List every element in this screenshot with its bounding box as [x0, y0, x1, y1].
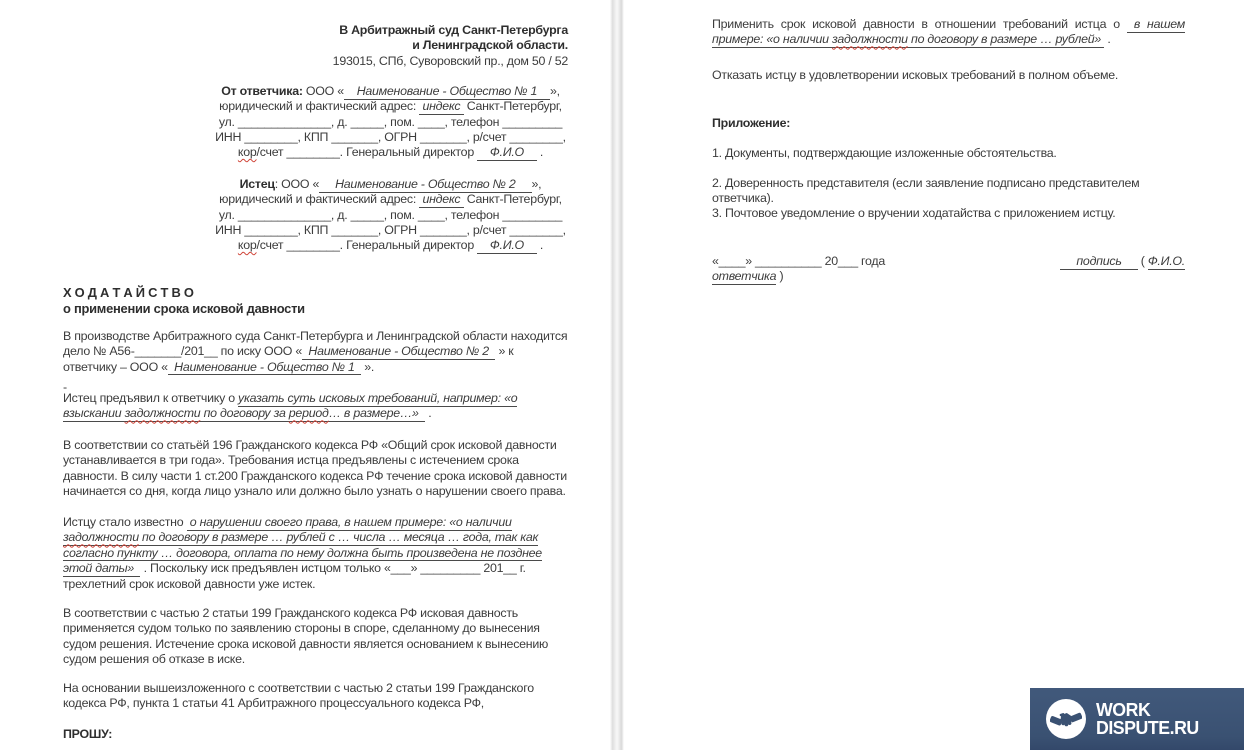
respondent-line: юридический и фактический адрес: индекс Санкт-Петербург, [219, 99, 562, 114]
court-street-line: 193015, СПб, Суворовский пр., дом 50 / 52 [332, 53, 568, 68]
handshake-icon [1046, 699, 1086, 739]
signature-line-2: ответчика ) [712, 269, 784, 284]
request-item-apply-limitation: Применить срок исковой давности в отношении требований истца о в нашем примере: «о наличии задолжности по договору в размере … рублей» . [712, 17, 1185, 47]
respondent-line: ИНН ________, КПП _______, ОГРН _______, р/счет ________, [215, 129, 566, 144]
request-item-dismiss-claims: Отказать истцу в удовлетворении исковых требований в полном объеме. [712, 68, 1119, 82]
date-line: «____» __________ 20___ года [712, 254, 886, 268]
paragraph-case-info: В производстве Арбитражного суда Санкт-Петербурга и Ленинградской области находится дело № А56-_______/201__ по иску ООО « Наименование - Общество № 2 » к ответчику – ООО « Наименование - Общество № 1 ». [63, 329, 568, 374]
plaintiff-line: кор/счет ________. Генеральный директор Ф.И.О . [237, 238, 544, 253]
attachment-item: 3. Почтовое уведомление о вручении ходатайства с приложением истцу. [712, 206, 1116, 220]
signature-block [712, 254, 1185, 285]
plaintiff-line: Истец: ООО « Наименование - Общество № 2 », [239, 177, 542, 191]
respondent-line: ул. ______________, д. _____, пом. ____, телефон _________ [218, 114, 563, 129]
plaintiff-line: ул. ______________, д. _____, пом. ____, телефон _________ [218, 207, 563, 222]
paragraph-basis: На основании вышеизложенного с соответствии с частью 2 статьи 199 Гражданского кодекса РФ, пункта 1 статьи 41 Арбитражного процессуального кодекса РФ, [63, 681, 534, 711]
attachment-item: 1. Документы, подтверждающие изложенные обстоятельства. [712, 146, 1057, 160]
plaintiff-block [213, 177, 568, 253]
respondent-line: кор/счет ________. Генеральный директор Ф.И.О . [237, 145, 544, 160]
respondent-line: От ответчика: ООО « Наименование - Общество № 1 », [221, 84, 560, 98]
page-separator [610, 0, 624, 750]
paragraph-article-199: В соответствии с частью 2 статьи 199 Гражданского кодекса РФ исковая давность применяется судом только по заявлению стороны в споре, сделанному до вынесения судом решения. Истечение срока исковой давности является основанием к вынесению судом решения об отказе в иске. [63, 606, 549, 667]
signature-line: подпись ( Ф.И.О. [1060, 254, 1185, 268]
plaintiff-line: ИНН ________, КПП _______, ОГРН _______, р/счет ________, [215, 222, 566, 237]
workdispute-logo [1030, 688, 1244, 750]
paragraph-claim-essence: Истец предъявил к ответчику о указать суть исковых требований, например: «о взыскании задолжности по договору за рериод… в размере…» . [63, 391, 518, 421]
court-name-line: и Ленинградской области. [412, 38, 568, 53]
logo-line-2: DISPUTE.RU [1096, 717, 1199, 738]
request-heading: ПРОШУ: [63, 727, 113, 741]
logo-line-1: WORK [1096, 698, 1151, 720]
court-name-line: В Арбитражный суд Санкт-Петербурга [339, 23, 568, 37]
plaintiff-line: юридический и фактический адрес: индекс Санкт-Петербург, [219, 192, 562, 207]
paragraph-article-196: В соответствии со статьёй 196 Гражданского кодекса РФ «Общий срок исковой давности устанавливается в три года». Требования истца предъявлены с истечением срока давности. В силу части 1 ст.200 Гражданского кодекса РФ течение срока исковой давности начинается со дня, когда лицо узнало или должно было узнать о нарушении своего права. [63, 438, 567, 499]
subtitle-line: о применении срока исковой давности [63, 300, 305, 316]
title-line: Х О Д А Т А Й С Т В О [63, 285, 194, 300]
paragraph-known-breach: Истцу стало известно о нарушении своего права, в нашем примере: «о наличии задолжности по договору в размере … рублей с … числа … месяца … года, так как согласно пункту … договора, оплата по нему должна быть произведена не позднее этой даты» . Поскольку иск предъявлен истцом только «___» _________ 201__ г. трехлетний срок исковой давности уже истек. [63, 515, 542, 591]
respondent-block [213, 84, 568, 160]
attachment-item: 2. Доверенность представителя (если заявление подписано представителем ответчика). [712, 176, 1140, 206]
document-title [63, 285, 568, 316]
left-page [63, 0, 568, 750]
court-address-block [63, 23, 568, 69]
attachments-heading: Приложение: [712, 116, 791, 130]
right-page [712, 0, 1185, 750]
logo-text [1096, 698, 1199, 738]
stray-dash: - [63, 380, 67, 394]
